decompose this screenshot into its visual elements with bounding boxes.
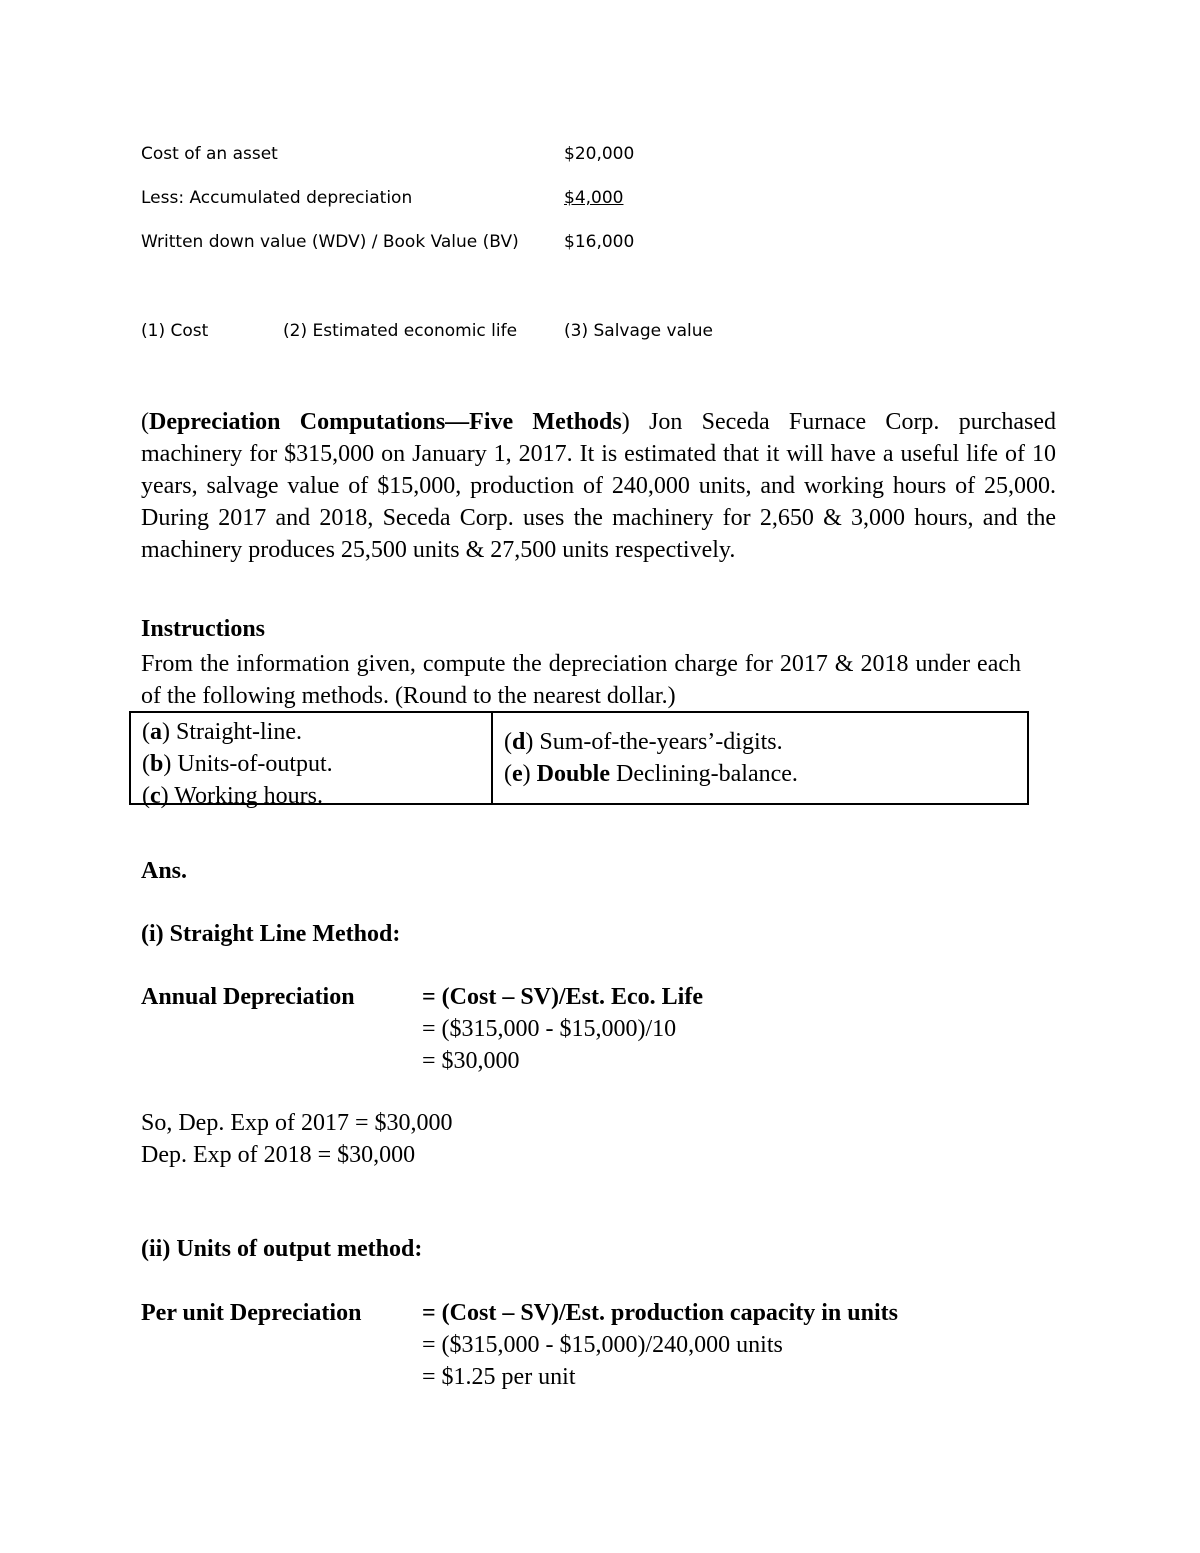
written-down-value-label: Written down value (WDV) / Book Value (BV): [141, 232, 519, 252]
annual-depreciation-step: = ($315,000 - $15,000)/10: [422, 1016, 677, 1042]
dep-exp-2018: Dep. Exp of 2018 = $30,000: [141, 1142, 416, 1168]
units-of-output-heading: (ii) Units of output method:: [141, 1236, 423, 1262]
factor-economic-life: (2) Estimated economic life: [283, 321, 518, 341]
instructions-text: From the information given, compute the depreciation charge for 2017 & 2018 under each of the following methods. (Round to the nearest dollar.): [141, 651, 1021, 709]
accumulated-depreciation-value: $4,000: [564, 188, 624, 208]
per-unit-depreciation-step: = ($315,000 - $15,000)/240,000 units: [422, 1332, 783, 1358]
factor-salvage-value: (3) Salvage value: [564, 321, 713, 341]
annual-depreciation-formula: = (Cost – SV)/Est. Eco. Life: [422, 984, 703, 1010]
methods-column-left: [131, 713, 493, 809]
accumulated-depreciation-label: Less: Accumulated depreciation: [141, 188, 413, 208]
instructions-heading: Instructions: [141, 616, 266, 642]
method-e-bold-word: Double: [536, 761, 611, 787]
method-c: (c) Working hours.: [142, 783, 323, 809]
annual-depreciation-label: Annual Depreciation: [141, 984, 355, 1010]
method-d-label: Sum-of-the-years’-digits.: [533, 729, 783, 755]
asset-cost-label: Cost of an asset: [141, 144, 278, 164]
problem-title-close: ): [621, 409, 630, 435]
per-unit-depreciation-result: = $1.25 per unit: [422, 1364, 576, 1390]
method-c-label: Working hours.: [168, 783, 323, 809]
method-e: (e) Double Declining-balance.: [504, 761, 798, 787]
per-unit-depreciation-formula: = (Cost – SV)/Est. production capacity in units: [422, 1300, 898, 1326]
method-d-letter: d: [512, 729, 526, 755]
methods-table: [129, 711, 1029, 809]
method-a-label: Straight-line.: [170, 719, 302, 745]
method-d: (d) Sum-of-the-years’-digits.: [504, 729, 783, 755]
problem-title-open: (: [141, 409, 149, 435]
method-b-label: Units-of-output.: [171, 751, 333, 777]
written-down-value-value: $16,000: [564, 232, 635, 252]
problem-title: Depreciation Computations—Five Methods: [149, 409, 622, 435]
problem-paragraph: [141, 406, 1056, 566]
method-a-letter: a: [150, 719, 162, 745]
method-a: (a) Straight-line.: [142, 719, 302, 745]
method-b: (b) Units-of-output.: [142, 751, 333, 777]
factor-cost: (1) Cost: [141, 321, 209, 341]
method-b-letter: b: [150, 751, 164, 777]
annual-depreciation-result: = $30,000: [422, 1048, 520, 1074]
problem-text: Jon Seceda Furnace Corp. purchased machinery for $315,000 on January 1, 2017. It is estimated that it will have a useful life of 10 years, salvage value of $15,000, production of 240,000 units, and working hours of 25,000. During 2017 and 2018, Seceda Corp. uses the machinery for 2,650 & 3,000 hours, and the machinery produces 25,500 units & 27,500 units respectively.: [141, 409, 1056, 563]
method-c-letter: c: [150, 783, 161, 809]
dep-exp-2017: So, Dep. Exp of 2017 = $30,000: [141, 1110, 453, 1136]
answer-heading: Ans.: [141, 858, 188, 884]
straight-line-heading: (i) Straight Line Method:: [141, 921, 401, 947]
methods-column-right: [493, 713, 1027, 803]
asset-cost-value: $20,000: [564, 144, 635, 164]
method-e-letter: e: [512, 761, 523, 787]
method-e-label: Declining-balance.: [610, 761, 798, 787]
per-unit-depreciation-label: Per unit Depreciation: [141, 1300, 362, 1326]
